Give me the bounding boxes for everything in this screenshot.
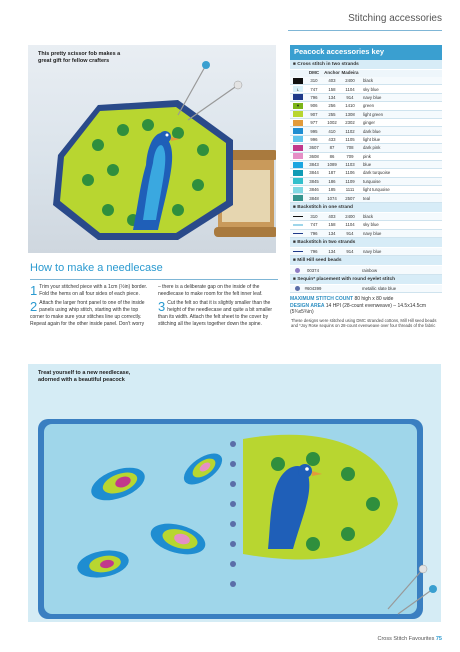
key-row	[290, 161, 442, 169]
backstitch-swatch	[293, 224, 303, 225]
key-row	[290, 230, 442, 238]
color-name: dark pink	[363, 145, 381, 151]
anchor: 1002	[327, 120, 337, 126]
dmc: 3608	[309, 153, 319, 159]
key-row	[290, 153, 442, 161]
key-row	[290, 169, 442, 177]
needlecase-body-image	[38, 419, 423, 619]
bead-rows	[290, 266, 442, 274]
color-name: rainbow	[362, 267, 378, 273]
color-name: light blue	[363, 136, 381, 142]
dmc: 3844	[309, 170, 319, 176]
key-column-headers	[290, 70, 442, 77]
dmc: 3843	[309, 162, 319, 168]
key-row	[290, 102, 442, 110]
step-number: 1	[30, 283, 38, 298]
page-number: 75	[435, 636, 442, 642]
madeira: 708	[346, 145, 354, 151]
madeira: 1111	[345, 187, 355, 193]
key-note: These designs were stitched using DMC stranded cottons, Mill Hill seed beads and *Joy Rose sequins on 28-count evenweave over four threads of the fabric	[291, 317, 437, 329]
anchor: 255	[328, 111, 336, 117]
stitch-count: MAXIMUM STITCH COUNT 80 high x 80 wide	[290, 296, 394, 303]
color-name: turquoise	[363, 178, 381, 184]
key-row	[290, 119, 442, 127]
dmc: 747	[310, 222, 318, 228]
madeira: 709	[346, 153, 354, 159]
accessories-key	[290, 45, 442, 331]
madeira: 1102	[345, 128, 355, 134]
howto-column-1	[30, 284, 148, 330]
color-name: sky blue	[363, 86, 379, 92]
dmc: 796	[310, 94, 318, 100]
needlecase-illustration	[28, 364, 441, 622]
col-madeira: Madeira	[341, 70, 359, 75]
dmc: 3607	[309, 145, 319, 151]
madeira: 2302	[345, 120, 355, 126]
swatch	[293, 170, 303, 176]
madeira: 914	[346, 94, 354, 100]
code: 00374	[307, 267, 319, 273]
design-area: DESIGN AREA 14 HPI (28-count evenweave) – 14.5x14.5cm (5¾x5¾in)	[290, 302, 427, 316]
anchor: 187	[328, 170, 336, 176]
header-rule	[288, 30, 442, 31]
anchor: 186	[328, 178, 336, 184]
key-row	[290, 127, 442, 135]
key-row	[290, 136, 442, 144]
madeira: 2507	[345, 195, 355, 201]
dmc: 3848	[309, 195, 319, 201]
dmc: 907	[310, 111, 318, 117]
dmc: 3846	[309, 187, 319, 193]
sequin-rows	[290, 285, 442, 293]
key-section-cross-two: ■ Cross stitch in two strands	[290, 60, 442, 70]
swatch	[293, 78, 303, 84]
color-name: light turquoise	[363, 187, 390, 193]
madeira: 1104	[345, 222, 355, 228]
anchor: 134	[328, 249, 336, 255]
swatch	[293, 111, 303, 117]
step-text: Attach the larger front panel to one of the inside panels using whip stitch, starting with the top corner to make sure your stitches line up correctly. Repeat again for the other inside panel. Don't worry	[30, 299, 145, 328]
color-name: metallic slate blue	[362, 286, 397, 291]
madeira: 1105	[345, 136, 355, 142]
step-2	[30, 300, 148, 329]
backstitch-swatch	[293, 216, 303, 217]
step-3	[158, 300, 276, 329]
anchor: 403	[328, 78, 336, 84]
dmc: 747	[310, 86, 318, 92]
color-name: dark blue	[363, 128, 381, 134]
photo1-caption: This pretty scissor fob makes a great gift for fellow crafters	[38, 51, 121, 65]
swatch	[293, 162, 303, 168]
swatch	[293, 136, 303, 142]
color-name: pink	[363, 153, 371, 159]
dmc: 3845	[309, 178, 319, 184]
needlecase-photo	[28, 364, 441, 622]
key-row	[290, 248, 442, 256]
anchor: 185	[328, 187, 336, 193]
color-name: navy blue	[363, 249, 382, 255]
step-text: Trim your stitched piece with a 1cm (½in) border. Fold the hems on all four sides of each piece.	[39, 284, 148, 298]
madeira: 2400	[345, 78, 355, 84]
color-name: teal	[363, 195, 370, 201]
dmc: 796	[310, 249, 318, 255]
swatch	[293, 145, 303, 151]
swatch	[293, 153, 303, 159]
dmc: 996	[310, 136, 318, 142]
key-row	[290, 221, 442, 229]
madeira: 1104	[345, 86, 355, 92]
anchor: 158	[328, 222, 336, 228]
step-text: Cut the felt so that it is slightly smaller than the height of the needlecase and quite a bit smaller than its width. Attach the felt sheet to the cover by stitching all the layers together down the spine.	[158, 299, 273, 328]
madeira: 914	[346, 230, 354, 236]
bead-swatch	[295, 268, 300, 273]
madeira: 914	[346, 249, 354, 255]
photo2-caption: Treat yourself to a new needlecase, adorned with a beautiful peacock	[38, 370, 131, 384]
key-row	[290, 266, 442, 274]
swatch	[293, 178, 303, 184]
key-row	[290, 194, 442, 202]
color-name: black	[363, 78, 374, 84]
publication-name: Cross Stitch Favourites	[377, 636, 435, 642]
key-row	[290, 144, 442, 152]
key-row	[290, 77, 442, 85]
color-name: ginger	[363, 120, 375, 126]
color-name: navy blue	[363, 230, 382, 236]
anchor: 403	[328, 214, 336, 220]
color-name: blue	[363, 162, 372, 168]
howto-title: How to make a needlecase	[30, 262, 163, 274]
color-name: black	[363, 214, 374, 220]
madeira: 1410	[345, 103, 355, 109]
backstitch-swatch	[293, 233, 303, 234]
backstitch-swatch	[293, 251, 303, 252]
step-2-continued: – there is a deliberate gap on the inside of the needlecase to make room for the felt inner leaf.	[158, 284, 263, 298]
anchor: 256	[328, 103, 336, 109]
col-anchor: Anchor	[324, 70, 340, 75]
howto-column-2	[158, 284, 276, 330]
color-name: dark turquoise	[363, 170, 391, 176]
dmc: 796	[310, 230, 318, 236]
key-section-beads: ■ Mill Hill seed beads	[290, 256, 442, 266]
cross-rows	[290, 77, 442, 203]
anchor: 410	[328, 128, 336, 134]
step-number: 3	[158, 298, 166, 314]
code: #604399	[304, 286, 322, 291]
dmc: 995	[310, 128, 318, 134]
dmc: 310	[310, 214, 318, 220]
swatch: ▼	[293, 103, 303, 109]
color-name: light green	[363, 111, 384, 117]
section-title: Stitching accessories	[348, 13, 442, 24]
page-footer	[377, 636, 442, 642]
swatch	[293, 120, 303, 126]
scissor-fob-illustration	[28, 45, 276, 253]
madeira: 2400	[345, 214, 355, 220]
key-section-sequin: ■ Sequin* placement with round eyelet stitch	[290, 275, 442, 285]
dmc: 310	[310, 78, 318, 84]
swatch	[293, 94, 303, 100]
anchor: 87	[329, 145, 335, 151]
key-section-back-one: ■ Backstitch in one strand	[290, 203, 442, 213]
color-name: navy blue	[363, 94, 382, 100]
madeira: 1103	[345, 162, 355, 168]
key-row	[290, 111, 442, 119]
key-row	[290, 285, 442, 293]
col-dmc: DMC	[308, 70, 320, 75]
howto-rule	[30, 279, 278, 280]
dmc: 906	[310, 103, 318, 109]
dmc: 977	[310, 120, 318, 126]
key-title: Peacock accessories key	[290, 45, 442, 60]
back-one-rows	[290, 213, 442, 238]
bead-swatch	[295, 286, 300, 291]
anchor: 86	[329, 153, 335, 159]
anchor: 1074	[327, 195, 337, 201]
key-row	[290, 94, 442, 102]
color-name: green	[363, 103, 374, 109]
back-two-rows	[290, 248, 442, 256]
swatch	[293, 187, 303, 193]
anchor: 134	[328, 94, 336, 100]
anchor: 158	[328, 86, 336, 92]
key-row	[290, 186, 442, 194]
swatch	[293, 128, 303, 134]
swatch: L	[293, 86, 303, 92]
anchor: 433	[328, 136, 336, 142]
anchor: 1089	[327, 162, 337, 168]
key-row	[290, 213, 442, 221]
madeira: 1109	[345, 178, 355, 184]
step-number: 2	[30, 298, 38, 314]
key-row	[290, 85, 442, 93]
step-1	[30, 284, 148, 299]
scissor-fob-photo	[28, 45, 276, 253]
color-name: sky blue	[363, 222, 379, 228]
key-row	[290, 178, 442, 186]
anchor: 134	[328, 230, 336, 236]
swatch	[293, 195, 303, 201]
fob-body-image	[53, 100, 233, 240]
madeira: 1308	[345, 111, 355, 117]
key-section-back-two: ■ Backstitch in two strands	[290, 238, 442, 248]
madeira: 1106	[345, 170, 355, 176]
